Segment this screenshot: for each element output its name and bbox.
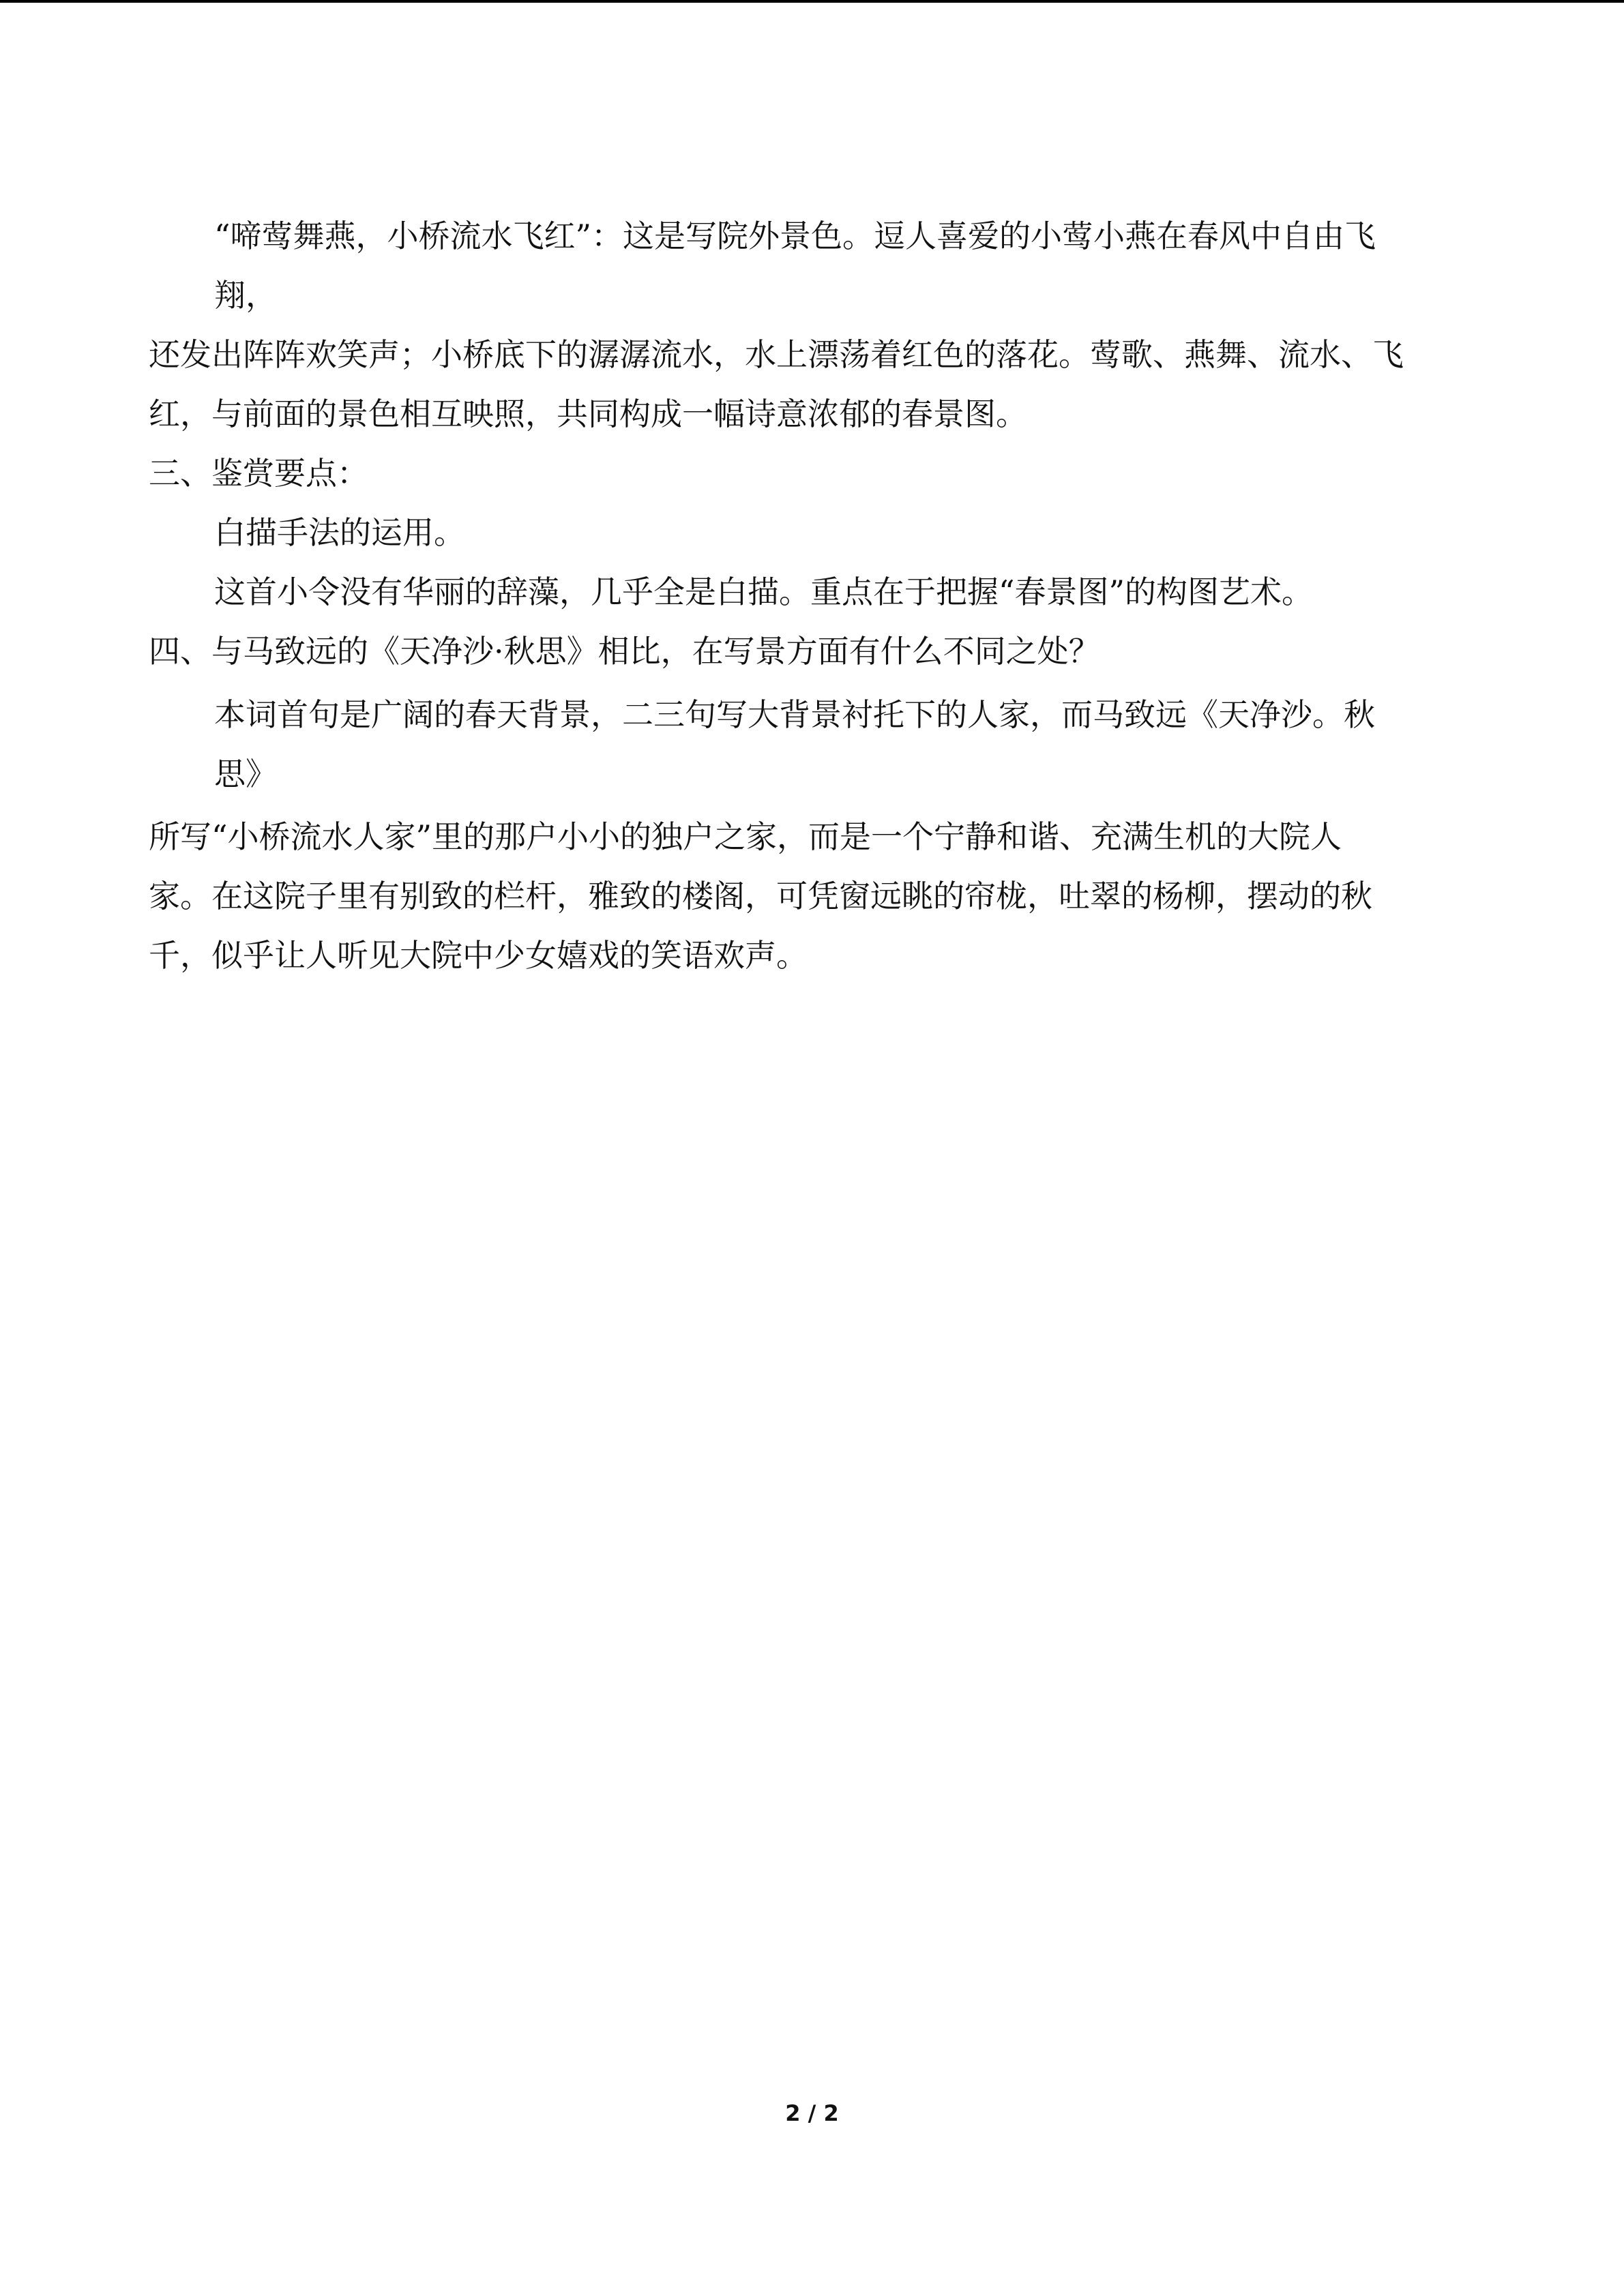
paragraph-line: 还发出阵阵欢笑声；小桥底下的潺潺流水，水上漂荡着红色的落花。莺歌、燕舞、流水、飞 <box>149 336 1404 373</box>
paragraph-line: “啼莺舞燕，小桥流水飞红”：这是写院外景色。逗人喜爱的小莺小燕在春风中自由飞 <box>214 218 1376 254</box>
paragraph-line: 白描手法的运用。 <box>214 514 465 551</box>
section-heading: 四、与马致远的《天净沙·秋思》相比，在写景方面有什么不同之处？ <box>149 633 1100 670</box>
paragraph-line: 本词首句是广阔的春天背景，二三句写大背景衬托下的人家，而马致远《天净沙。秋 <box>214 696 1375 733</box>
paragraph-line: 家。在这院子里有别致的栏杆，雅致的楼阁，可凭窗远眺的帘栊，吐翠的杨柳，摆动的秋 <box>149 878 1372 914</box>
paragraph-line: 红，与前面的景色相互映照，共同构成一幅诗意浓郁的春景图。 <box>149 396 1027 432</box>
paragraph-line: 翔， <box>214 277 277 314</box>
section-heading: 三、鉴赏要点： <box>149 455 368 492</box>
paragraph-line: 这首小令没有华丽的辞藻，几乎全是白描。重点在于把握“春景图”的构图艺术。 <box>214 573 1314 610</box>
paragraph-line: 千，似乎让人听见大院中少女嬉戏的笑语欢声。 <box>149 937 808 974</box>
paragraph-line: 思》 <box>214 756 277 792</box>
paragraph-line: 所写“小桥流水人家”里的那户小小的独户之家，而是一个宁静和谐、充满生机的大院人 <box>149 818 1342 855</box>
page-number: 2 / 2 <box>785 2100 839 2126</box>
